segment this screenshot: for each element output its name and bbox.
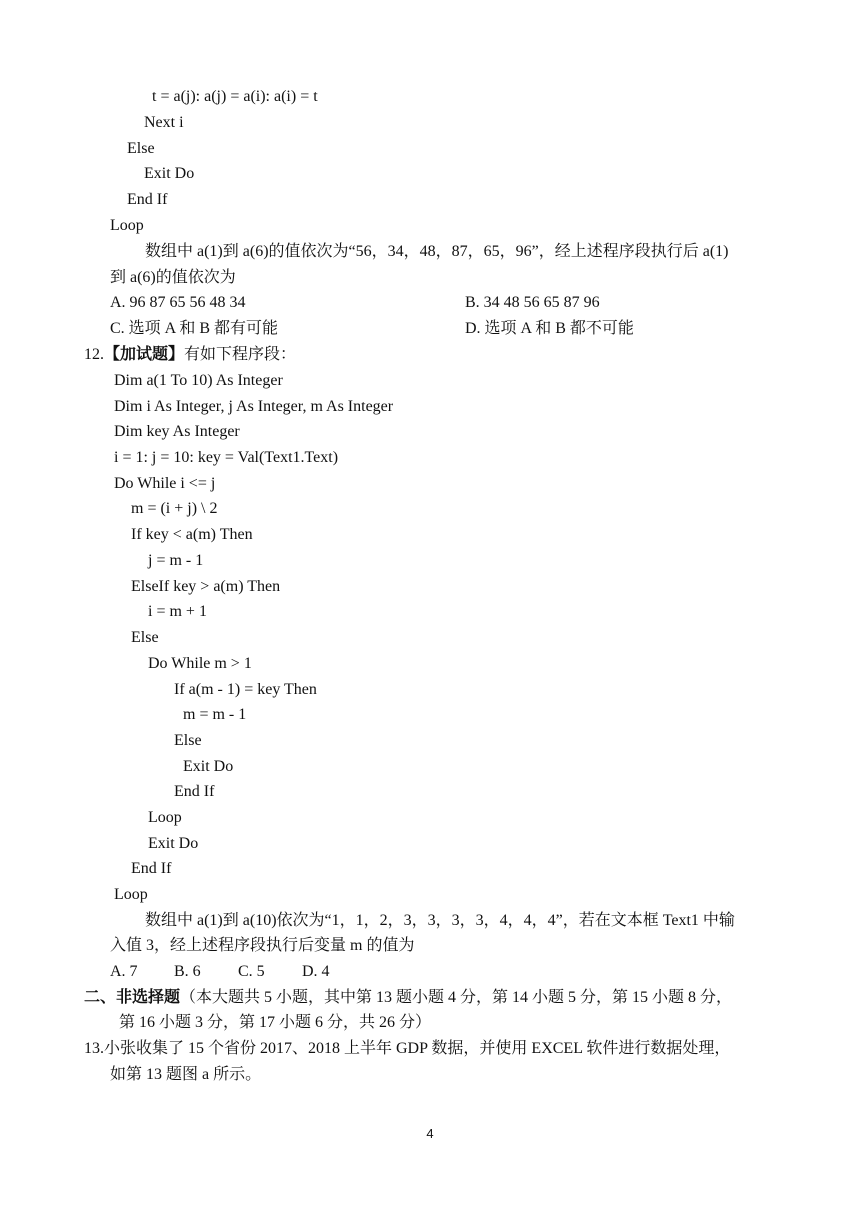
q13-line-2: 如第 13 题图 a 所示。 <box>110 1066 262 1083</box>
q12-option-d: D. 4 <box>302 963 330 980</box>
q12-code-line-7: If key < a(m) Then <box>131 526 253 543</box>
q12-code-line-20: End If <box>131 860 172 877</box>
section2-heading: 二、非选择题 <box>84 989 181 1006</box>
q12-code-line-11: Else <box>131 629 159 646</box>
q12-stem-line-1: 数组中 a(1)到 a(10)依次为“1，1，2，3，3，3，3，4，4，4”，若在文本框 Text1 中输 <box>145 912 735 929</box>
q12-code-line-3: Dim key As Integer <box>114 423 240 440</box>
q11-stem-line-2: 到 a(6)的值依次为 <box>110 269 236 286</box>
q11-code-line-1: t = a(j): a(j) = a(i): a(i) = t <box>152 88 318 105</box>
q12-code-line-5: Do While i <= j <box>114 475 216 492</box>
q12-intro: 有如下程序段： <box>184 346 297 363</box>
q12-code-line-1: Dim a(1 To 10) As Integer <box>114 372 283 389</box>
q12-option-a: A. 7 <box>110 963 138 980</box>
q12-code-line-2: Dim i As Integer, j As Integer, m As Integer <box>114 398 394 415</box>
q11-option-a: A. 96 87 65 56 48 34 <box>110 294 246 311</box>
q11-stem-line-1: 数组中 a(1)到 a(6)的值依次为“56，34，48，87，65，96”，经上述程序段执行后 a(1) <box>145 243 729 260</box>
q12-code-line-19: Exit Do <box>148 835 199 852</box>
page-number: 4 <box>426 1126 434 1141</box>
q12-stem-line-2: 入值 3，经上述程序段执行后变量 m 的值为 <box>110 937 415 954</box>
section2-note-2: 第 16 小题 3 分，第 17 小题 6 分，共 26 分） <box>119 1014 432 1031</box>
q12-code-line-18: Loop <box>148 809 182 826</box>
section2-note-1: （本大题共 5 小题，其中第 13 题小题 4 分，第 14 小题 5 分，第 15 小题 8 分， <box>180 989 733 1006</box>
section2-heading-line <box>84 987 732 1009</box>
q11-code-line-3: Else <box>127 140 155 157</box>
q12-code-line-8: j = m - 1 <box>148 552 204 569</box>
q12-number: 12. <box>84 346 104 363</box>
q12-code-line-12: Do While m > 1 <box>148 655 252 672</box>
q12-code-line-4: i = 1: j = 10: key = Val(Text1.Text) <box>114 449 339 466</box>
q12-code-line-14: m = m - 1 <box>183 706 247 723</box>
q12-code-line-16: Exit Do <box>183 758 234 775</box>
q12-option-b: B. 6 <box>174 963 201 980</box>
q13-line-1: 13.小张收集了 15 个省份 2017、2018 上半年 GDP 数据，并使用 EXCEL 软件进行数据处理， <box>84 1040 731 1057</box>
q12-code-line-6: m = (i + j) \ 2 <box>131 500 218 517</box>
q12-code-line-9: ElseIf key > a(m) Then <box>131 578 281 595</box>
q11-option-d: D. 选项 A 和 B 都不可能 <box>465 320 634 337</box>
q11-code-line-4: Exit Do <box>144 165 195 182</box>
q12-code-line-15: Else <box>174 732 202 749</box>
q12-tag: 【加试题】 <box>104 346 185 363</box>
q11-code-line-2: Next i <box>144 114 184 131</box>
q12-code-line-10: i = m + 1 <box>148 603 207 620</box>
q12-heading <box>84 344 296 366</box>
q11-option-b: B. 34 48 56 65 87 96 <box>465 294 600 311</box>
q12-code-line-13: If a(m - 1) = key Then <box>174 681 317 698</box>
q12-code-line-17: End If <box>174 783 215 800</box>
q12-code-line-21: Loop <box>114 886 148 903</box>
q11-code-line-6: Loop <box>110 217 144 234</box>
q12-option-c: C. 5 <box>238 963 265 980</box>
q11-option-c: C. 选项 A 和 B 都有可能 <box>110 320 279 337</box>
q11-code-line-5: End If <box>127 191 168 208</box>
